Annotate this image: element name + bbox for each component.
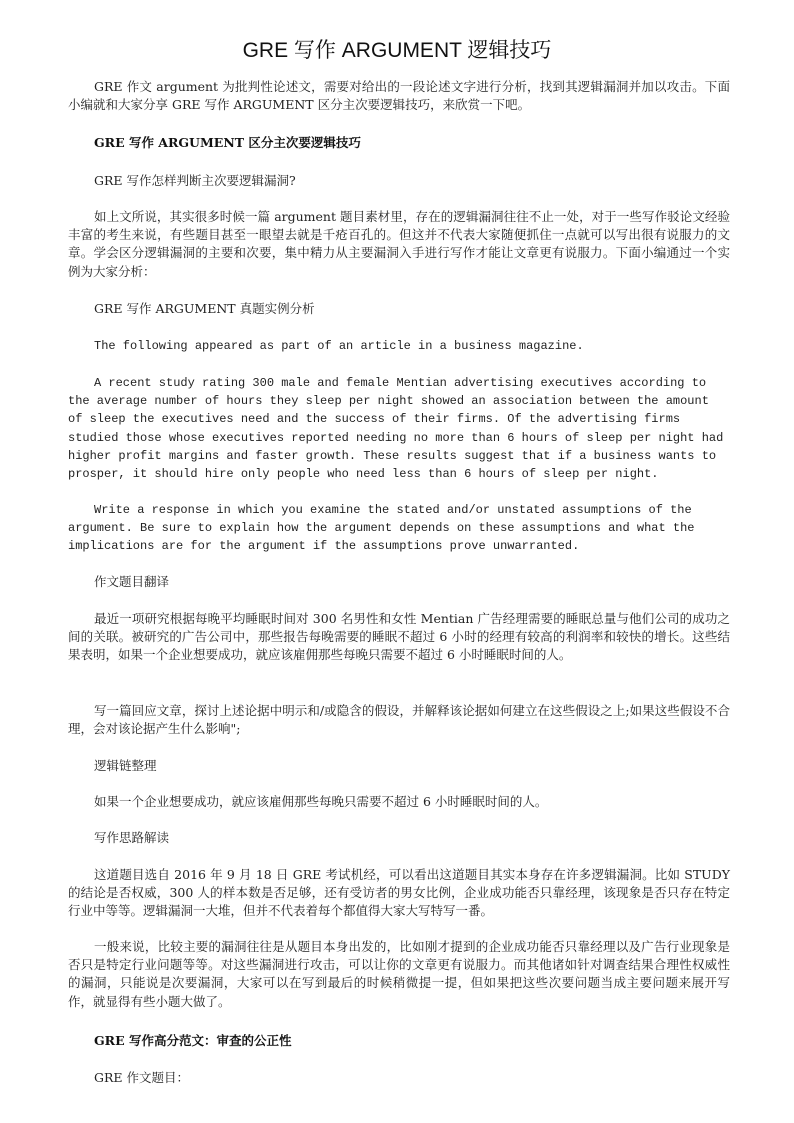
document-title: GRE 写作 ARGUMENT 逻辑技巧 bbox=[242, 39, 552, 62]
intro-paragraph: GRE 作文 argument 为批判性论述文，需要对给出的一段论述文字进行分析，找到其逻辑漏洞并加以攻击。下面小编就和大家分享 GRE 写作 ARGUMENT 区分主次要逻辑技巧，来欣赏一下吧。 bbox=[68, 79, 730, 113]
subheading: 写作思路解读 bbox=[94, 830, 170, 845]
english-instructions: Write a response in which you examine the stated and/or unstated assumptions of the argument. Be sure to explain how the argument depends on these assumptions and what the implications are for the argument if the assumptions prove unwarranted. bbox=[68, 503, 695, 554]
section-heading: GRE 写作高分范文：审查的公正性 bbox=[94, 1033, 292, 1048]
english-prompt-intro: The following appeared as part of an article in a business magazine. bbox=[94, 339, 584, 353]
translation-instructions: 写一篇回应文章，探讨上述论据中明示和/或隐含的假设，并解释该论据如何建立在这些假设之上;如果这些假设不合理，会对该论据产生什么影响"; bbox=[68, 703, 730, 737]
subheading: 作文题目翻译 bbox=[94, 574, 170, 589]
english-prompt: A recent study rating 300 male and female Mentian advertising executives according to the average number of hours they sleep per night showed an association between the amount of sleep the executives need and the success of their firms. Of the advertising firms studied those whose executives reported needing no more than 6 hours of sleep per night had higher profit margins and faster growth. These results suggest that if a business wants to prosper, it should hire only people who need less than 6 hours of sleep per night. bbox=[68, 376, 724, 482]
body-paragraph: 一般来说，比较主要的漏洞往往是从题目本身出发的，比如刚才提到的企业成功能否只靠经理以及广告行业现象是否只是特定行业问题等等。对这些漏洞进行攻击，可以让你的文章更有说服力。而其他诸如针对调查结果合理性权威性的漏洞，只能说是次要漏洞，大家可以在写到最后的时候稍微提一提，但如果把这些次要问题当成主要问题来展开写作，就显得有些小题大做了。 bbox=[68, 939, 730, 1009]
body-paragraph: 如上文所说，其实很多时候一篇 argument 题目素材里，存在的逻辑漏洞往往不止一处，对于一些写作驳论文经验丰富的考生来说，有些题目甚至一眼望去就是千疮百孔的。但这并不代表大家随便抓住一点就可以写出很有说服力的文章。学会区分逻辑漏洞的主要和次要，集中精力从主要漏洞入手进行写作才能让文章更有说服力。下面小编通过一个实例为大家分析： bbox=[68, 209, 730, 279]
subheading: GRE 写作怎样判断主次要逻辑漏洞? bbox=[94, 173, 296, 188]
subheading: GRE 写作 ARGUMENT 真题实例分析 bbox=[94, 301, 315, 316]
translation-paragraph: 最近一项研究根据每晚平均睡眠时间对 300 名男性和女性 Mentian 广告经理需要的睡眠总量与他们公司的成功之间的关联。被研究的广告公司中，那些报告每晚需要的睡眠不超过 6 小时的经理有较高的利润率和较快的增长。这些结果表明，如果一个企业想要成功，就应该雇佣那些每晚只需要不超过 6 小时睡眠时间的人。 bbox=[68, 611, 730, 663]
subheading: 逻辑链整理 bbox=[94, 758, 157, 773]
subheading: GRE 作文题目： bbox=[94, 1070, 189, 1085]
section-heading: GRE 写作 ARGUMENT 区分主次要逻辑技巧 bbox=[94, 135, 361, 150]
body-paragraph: 这道题目选自 2016 年 9 月 18 日 GRE 考试机经，可以看出这道题目其实本身存在许多逻辑漏洞。比如 STUDY 的结论是否权威，300 人的样本数是否足够，还有受访者的男女比例，企业成功能否只靠经理，该现象是否只存在特定行业中等等。逻辑漏洞一大堆，但并不代表着每个都值得大家大写特写一番。 bbox=[68, 867, 730, 919]
logic-chain: 如果一个企业想要成功，就应该雇佣那些每晚只需要不超过 6 小时睡眠时间的人。 bbox=[94, 794, 548, 809]
